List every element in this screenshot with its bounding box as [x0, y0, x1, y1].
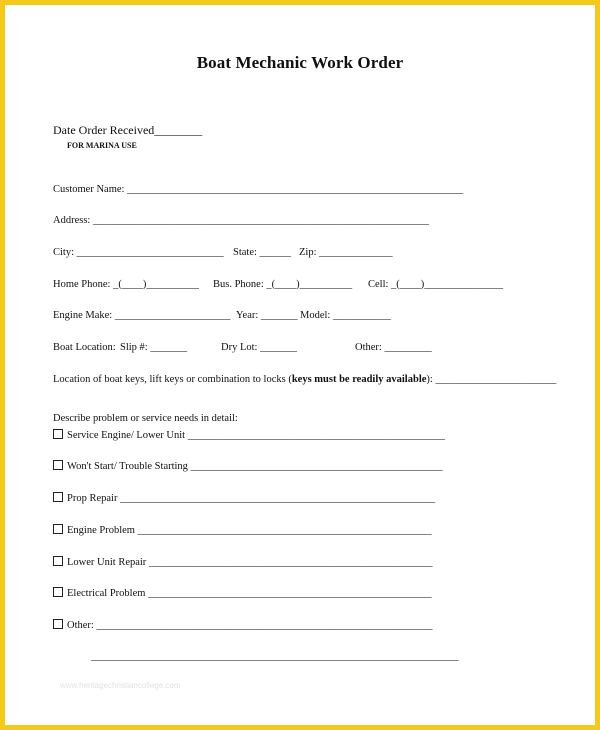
service-field[interactable]: _________________________________________________ [187, 430, 445, 441]
engine-make-label: Engine Make: [53, 310, 113, 321]
model-field[interactable]: ___________ [332, 310, 391, 321]
prop-repair-checkbox[interactable] [53, 492, 63, 502]
service-row [53, 556, 432, 568]
address-label: Address: [53, 215, 91, 226]
service-label: Prop Repair [67, 493, 118, 504]
home-phone-label: Home Phone: [53, 279, 111, 290]
slip-label: Slip #: [120, 342, 148, 353]
other-location-field[interactable]: _________ [384, 342, 432, 353]
keys-field[interactable]: _______________________ [435, 374, 557, 385]
year-field[interactable]: _______ [260, 310, 298, 321]
year-row [236, 310, 298, 321]
engine-make-field[interactable]: ______________________ [114, 310, 231, 321]
service-row [53, 619, 432, 631]
other-service-checkbox[interactable] [53, 619, 63, 629]
slip-field[interactable]: _______ [150, 342, 188, 353]
service-row [53, 429, 445, 441]
zip-row [299, 247, 393, 258]
service-row [53, 492, 435, 504]
zip-label: Zip: [299, 247, 317, 258]
service-row [53, 524, 432, 536]
zip-field[interactable]: ______________ [319, 247, 393, 258]
customer-name-label: Customer Name: [53, 184, 125, 195]
service-label: Other: [67, 620, 94, 631]
year-label: Year: [236, 310, 259, 321]
watermark: www.heritagechristiancollege.com [60, 681, 181, 690]
service-label: Lower Unit Repair [67, 557, 147, 568]
keys-row [53, 374, 556, 385]
service-row [53, 460, 443, 472]
service-field[interactable]: ______________________________________________________ [148, 557, 433, 568]
other-location-row [355, 342, 432, 353]
engine-problem-checkbox[interactable] [53, 524, 63, 534]
model-row [300, 310, 391, 321]
engine-make-row [53, 310, 230, 321]
address-field[interactable]: ________________________________________________________________ [92, 215, 429, 226]
city-field[interactable]: ____________________________ [76, 247, 224, 258]
service-label: Electrical Problem [67, 588, 146, 599]
cell-label: Cell: [368, 279, 389, 290]
service-label: Engine Problem [67, 525, 135, 536]
model-label: Model: [300, 310, 331, 321]
dry-lot-field[interactable]: _______ [260, 342, 297, 353]
page-title: Boat Mechanic Work Order [196, 53, 404, 72]
cell-row [368, 279, 503, 290]
date-received-row [53, 123, 202, 138]
bus-phone-row [213, 279, 352, 290]
bus-phone-label: Bus. Phone: [213, 279, 264, 290]
boat-location-label: Boat Location: [53, 342, 116, 353]
state-field[interactable]: ______ [259, 247, 292, 258]
service-field[interactable]: ________________________________________________________ [137, 525, 432, 536]
service-row [53, 587, 432, 599]
dry-lot-label: Dry Lot: [221, 342, 258, 353]
service-label: Service Engine/ Lower Unit [67, 430, 186, 441]
other-location-label: Other: [355, 342, 382, 353]
bus-phone-field[interactable]: _(____)__________ [266, 279, 353, 290]
slip-row [120, 342, 187, 353]
service-field[interactable]: ____________________________________________________________ [120, 493, 436, 504]
keys-label-bold: keys must be readily available [291, 374, 427, 385]
keys-label-pre: Location of boat keys, lift keys or combination to locks ( [53, 374, 292, 385]
customer-name-field[interactable]: ________________________________________________________________ [127, 184, 464, 195]
work-order-page [5, 5, 595, 725]
service-field[interactable]: ________________________________________________________________ [96, 620, 433, 631]
cell-field[interactable]: _(____)_______________ [391, 279, 504, 290]
home-phone-row [53, 279, 199, 290]
describe-heading: Describe problem or service needs in detail: [53, 413, 238, 424]
electrical-problem-checkbox[interactable] [53, 587, 63, 597]
wont-start-checkbox[interactable] [53, 460, 63, 470]
state-label: State: [233, 247, 257, 258]
dry-lot-row [221, 342, 297, 353]
city-label: City: [53, 247, 75, 258]
state-row [233, 247, 291, 258]
service-label: Won't Start/ Trouble Starting [67, 461, 188, 472]
address-row [53, 215, 429, 226]
customer-name-row [53, 184, 463, 195]
service-field[interactable]: ________________________________________________ [190, 461, 443, 472]
service-field[interactable]: ______________________________________________________ [148, 588, 432, 599]
additional-notes-field[interactable]: ______________________________________________________________________ [91, 651, 459, 662]
lower-unit-repair-checkbox[interactable] [53, 556, 63, 566]
keys-label-post: ): [426, 374, 433, 385]
city-row [53, 247, 224, 258]
date-received-label: Date Order Received [53, 123, 155, 137]
marina-use-note: FOR MARINA USE [67, 141, 137, 150]
home-phone-field[interactable]: _(____)__________ [113, 279, 199, 290]
date-received-field[interactable]: ________ [154, 123, 203, 137]
service-engine-checkbox[interactable] [53, 429, 63, 439]
